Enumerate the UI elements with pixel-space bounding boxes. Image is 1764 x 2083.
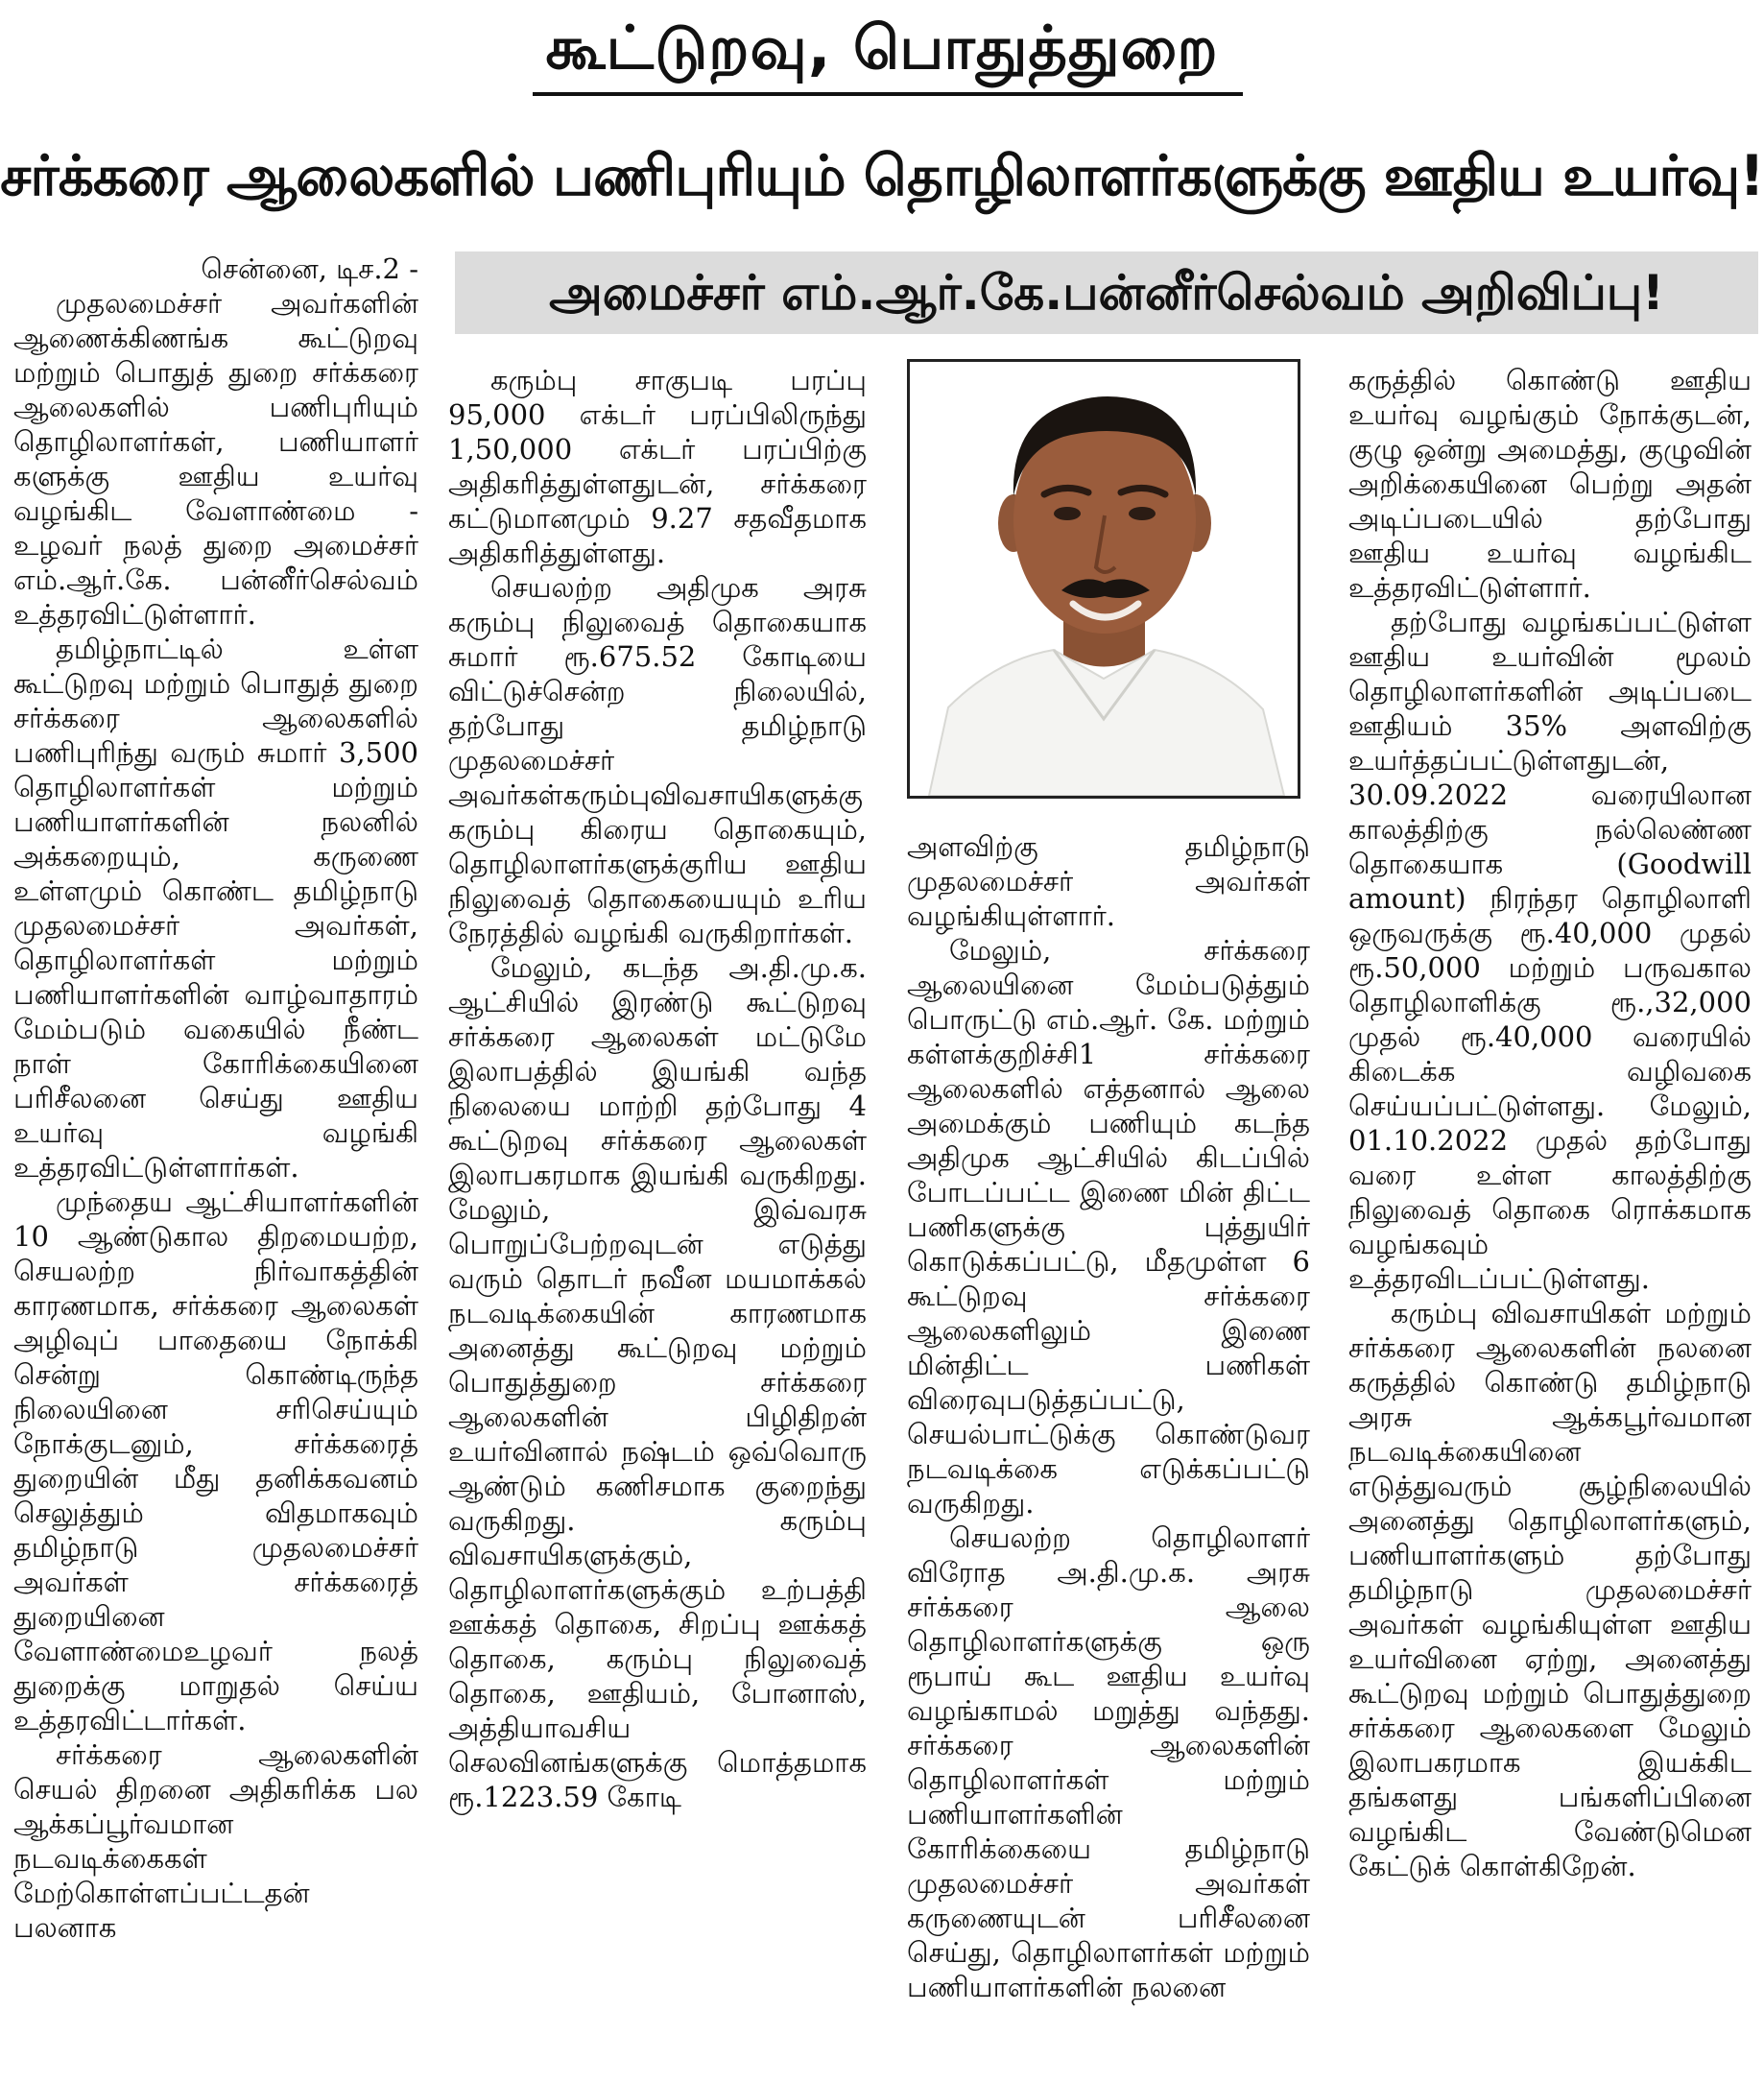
article-column-1 bbox=[13, 251, 418, 2075]
portrait-image bbox=[910, 362, 1298, 796]
minister-photo bbox=[907, 359, 1300, 799]
section-underline bbox=[533, 92, 1243, 96]
paragraph: கரும்பு விவசாயிகள் மற்றும் சர்க்கரை ஆலைகளின் நலனை கருத்தில் கொண்டு தமிழ்நாடு அரசு ஆக்கபூர்வமான நடவடிக்கையினை எடுத்துவரும் சூழ்நிலையில் அனைத்து தொழிலாளர்களும், பணியாளர்களும் தற்போது தமிழ்நாடு முதலமைச்சர் அவர்கள் வழங்கியுள்ள ஊதிய உயர்வினை ஏற்று, அனைத்து கூட்டுறவு மற்றும் பொதுத்துறை சர்க்கரை ஆலைகளை மேலும் இலாபகரமாக இயக்கிட தங்களது பங்களிப்பினை வழங்கிட வேண்டுமென கேட்டுக் கொள்கிறேன். bbox=[1348, 1297, 1752, 1882]
dateline: சென்னை, டிச.2 - bbox=[201, 252, 418, 285]
paragraph: மேலும், சர்க்கரை ஆலையினை மேம்படுத்தும் பொருட்டு எம்.ஆர். கே. மற்றும் கள்ளக்குறிச்சி1 சர்க்கரை ஆலைகளில் எத்தனால் ஆலை அமைக்கும் பணியும் கடந்த அதிமுக ஆட்சியில் கிடப்பில் போடப்பட்ட இணை மின் திட்ட பணிகளுக்கு புத்துயிர் கொடுக்கப்பட்டு, மீதமுள்ள 6 கூட்டுறவு சர்க்கரை ஆலைகளிலும் இணை மின்திட்ட பணிகள் விரைவுபடுத்தப்பட்டு, செயல்பாட்டுக்கு கொண்டுவர நடவடிக்கை எடுக்கப்பட்டு வருகிறது. bbox=[907, 934, 1310, 1520]
section-title: கூட்டுறவு, பொதுத்துறை bbox=[545, 12, 1219, 83]
subheadline: அமைச்சர் எம்.ஆர்.கே.பன்னீர்செல்வம் அறிவிப்பு! bbox=[455, 251, 1758, 334]
paragraph: தற்போது வழங்கப்பட்டுள்ள ஊதிய உயர்வின் மூலம் தொழிலாளர்களின் அடிப்படை ஊதியம் 35% அளவிற்கு உயர்த்தப்பட்டுள்ளதுடன், 30.09.2022 வரையிலான காலத்திற்கு நல்லெண்ண தொகையாக (Goodwill amount) நிரந்தர தொழிலாளி ஒருவருக்கு ரூ.40,000 முதல் ரூ.50,000 மற்றும் பருவகால தொழிலாளிக்கு ரூ.,32,000 முதல் ரூ.40,000 வரையில் கிடைக்க வழிவகை செய்யப்பட்டுள்ளது. மேலும், 01.10.2022 முதல் தற்போது வரை உள்ள காலத்திற்கு நிலுவைத் தொகை ரொக்கமாக வழங்கவும் உத்தரவிடப்பட்டுள்ளது. bbox=[1348, 606, 1752, 1295]
paragraph: மேலும், கடந்த அ.தி.மு.க. ஆட்சியில் இரண்டு கூட்டுறவு சர்க்கரை ஆலைகள் மட்டுமே இலாபத்தில் இயங்கி வந்த நிலையை மாற்றி தற்போது 4 கூட்டுறவு சர்க்கரை ஆலைகள் இலாபகரமாக இயங்கி வருகிறது. மேலும், இவ்வரசு பொறுப்பேற்றவுடன் எடுத்து வரும் தொடர் நவீன மயமாக்கல் நடவடிக்கையின் காரணமாக அனைத்து கூட்டுறவு மற்றும் பொதுத்துறை சர்க்கரை ஆலைகளின் பிழிதிறன் உயர்வினால் நஷ்டம் ஒவ்வொரு ஆண்டும் கணிசமாக குறைந்து வருகிறது. கரும்பு விவசாயிகளுக்கும், தொழிலாளர்களுக்கும் உற்பத்தி ஊக்கத் தொகை, சிறப்பு ஊக்கத் தொகை, கரும்பு நிலுவைத் தொகை, ஊதியம், போனாஸ், அத்தியாவசிய செலவினங்களுக்கு மொத்தமாக ரூ.1223.59 கோடி bbox=[448, 951, 867, 1813]
paragraph: அளவிற்கு தமிழ்நாடு முதலமைச்சர் அவர்கள் வழங்கியுள்ளார். bbox=[907, 830, 1310, 932]
article-column-2 bbox=[448, 363, 867, 2075]
paragraph: கருத்தில் கொண்டு ஊதிய உயர்வு வழங்கும் நோக்குடன், குழு ஒன்று அமைத்து, குழுவின் அறிக்கையினை பெற்று அதன் அடிப்படையில் தற்போது ஊதிய உயர்வு வழங்கிட உத்தரவிட்டுள்ளார். bbox=[1348, 364, 1752, 604]
paragraph: கரும்பு சாகுபடி பரப்பு 95,000 எக்டர் பரப்பிலிருந்து 1,50,000 எக்டர் பரப்பிற்கு அதிகரித்துள்ளதுடன், சர்க்கரை கட்டுமானமும் 9.27 சதவீதமாக அதிகரித்துள்ளது. bbox=[448, 364, 867, 569]
paragraph: முந்தைய ஆட்சியாளர்களின் 10 ஆண்டுகால திறமையற்ற, செயலற்ற நிர்வாகத்தின் காரணமாக, சர்க்கரை ஆலைகள் அழிவுப் பாதையை நோக்கி சென்று கொண்டிருந்த நிலையினை சரிசெய்யும் நோக்குடனும், சர்க்கரைத் துறையின் மீது தனிக்கவனம் செலுத்தும் விதமாகவும் தமிழ்நாடு முதலமைச்சர் அவர்கள் சர்க்கரைத் துறையினை வேளாண்மைஉழவர் நலத் துறைக்கு மாறுதல் செய்ய உத்தரவிட்டார்கள். bbox=[13, 1185, 418, 1736]
paragraph: தமிழ்நாட்டில் உள்ள கூட்டுறவு மற்றும் பொதுத் துறை சர்க்கரை ஆலைகளில் பணிபுரிந்து வரும் சுமார் 3,500 தொழிலாளர்கள் மற்றும் பணியாளர்களின் நலனில் அக்கறையும், கருணை உள்ளமும் கொண்ட தமிழ்நாடு முதலமைச்சர் அவர்கள், தொழிலாளர்கள் மற்றும் பணியாளர்களின் வாழ்வாதாரம் மேம்படும் வகையில் நீண்ட நாள் கோரிக்கையினை பரிசீலனை செய்து ஊதிய உயர்வு வழங்கி உத்தரவிட்டுள்ளார்கள். bbox=[13, 633, 418, 1184]
paragraph: சர்க்கரை ஆலைகளின் செயல் திறனை அதிகரிக்க பல ஆக்கப்பூர்வமான நடவடிக்கைகள் மேற்கொள்ளப்பட்டதன் பலனாக bbox=[13, 1738, 418, 1944]
paragraph: செயலற்ற தொழிலாளர் விரோத அ.தி.மு.க. அரசு சர்க்கரை ஆலை தொழிலாளர்களுக்கு ஒரு ரூபாய் கூட ஊதிய உயர்வு வழங்காமல் மறுத்து வந்தது. சர்க்கரை ஆலைகளின் தொழிலாளர்கள் மற்றும் பணியாளர்களின் கோரிக்கையை தமிழ்நாடு முதலமைச்சர் அவர்கள் கருணையுடன் பரிசீலனை செய்து, தொழிலாளர்கள் மற்றும் பணியாளர்களின் நலனை bbox=[907, 1521, 1310, 2003]
paragraph: செயலற்ற அதிமுக அரசு கரும்பு நிலுவைத் தொகையாக சுமார் ரூ.675.52 கோடியை விட்டுச்சென்ற நிலையில், தற்போது தமிழ்நாடு முதலமைச்சர் அவர்கள்கரும்புவிவசாயிகளுக்கு கரும்பு கிரைய தொகையும், தொழிலாளர்களுக்குரிய ஊதிய நிலுவைத் தொகையையும் உரிய நேரத்தில் வழங்கி வருகிறார்கள். bbox=[448, 571, 867, 949]
article-column-3 bbox=[907, 829, 1310, 2075]
paragraph: முதலமைச்சர் அவர்களின் ஆணைக்கிணங்க கூட்டுறவு மற்றும் பொதுத் துறை சர்க்கரை ஆலைகளில் பணிபுரியும் தொழிலாளர்கள், பணியாளர் களுக்கு ஊதிய உயர்வு வழங்கிட வேளாண்மை - உழவர் நலத் துறை அமைச்சர் எம்.ஆர்.கே. பன்னீர்செல்வம் உத்தரவிட்டுள்ளார். bbox=[13, 287, 418, 631]
article-column-4 bbox=[1348, 363, 1752, 2075]
headline: சர்க்கரை ஆலைகளில் பணிபுரியும் தொழிலாளர்களுக்கு ஊதிய உயர்வு! bbox=[0, 143, 1764, 208]
